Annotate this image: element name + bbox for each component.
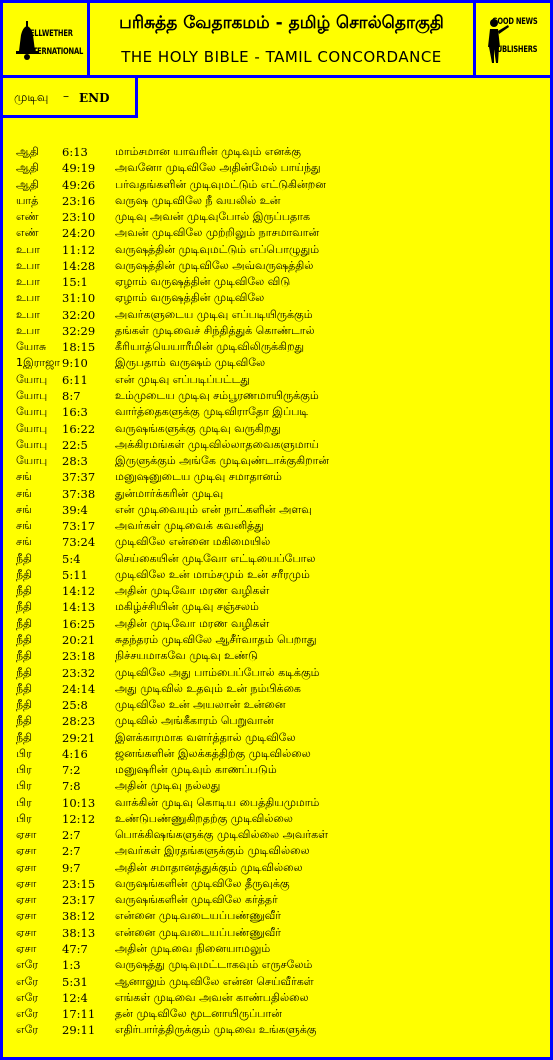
entry-book: உபா — [16, 291, 40, 305]
entry-reference: 23:32 — [62, 665, 96, 680]
entry-reference: 24:20 — [62, 226, 96, 241]
entry-reference: 12:12 — [62, 811, 96, 826]
entry-text: என்னை முடிவடையப்பண்ணுவீர் — [115, 925, 281, 939]
entry-text: இருளுக்கும் அங்கே முடிவுண்டாக்குகிறான் — [115, 454, 330, 468]
entry-text: தன் முடிவிலே மூடனாயிருப்பான் — [115, 1007, 282, 1021]
entry-book: நீதி — [16, 551, 33, 565]
entry-reference: 2:7 — [62, 828, 81, 843]
entry-reference: 9:7 — [62, 860, 81, 875]
entry-reference: 14:12 — [62, 584, 96, 599]
entry-reference: 1:3 — [62, 958, 81, 973]
entry-text: வருஷங்களுக்கு முடிவு வருகிறது — [115, 421, 281, 435]
entry-reference: 18:15 — [62, 340, 96, 355]
entry-book: ஏசா — [16, 860, 37, 874]
entry-book: ஏசா — [16, 828, 37, 842]
publisher-logo-left — [0, 0, 90, 78]
entry-text: மனுஷனுடைய முடிவு சமாதானம் — [115, 470, 282, 484]
entry-text: கீரியாத்யெயாரீமின் முடிவிலிருக்கிறது — [115, 340, 305, 354]
entry-reference: 22:5 — [62, 437, 88, 452]
entry-reference: 7:2 — [62, 763, 81, 778]
entry-text: இளக்காரமாக வளர்த்தால் முடிவிலே — [115, 730, 296, 744]
entry-text: அவன் முடிவிலே முற்றிலும் நாசமாவான் — [115, 226, 320, 240]
entry-reference: 32:20 — [62, 307, 96, 322]
entry-book: நீதி — [16, 681, 33, 695]
entry-book: எரே — [16, 1007, 39, 1021]
entry-text: மகிழ்ச்சியின் முடிவு சஞ்சலம் — [115, 600, 259, 614]
entry-reference: 23:18 — [62, 649, 96, 664]
entry-book: யாத் — [16, 193, 39, 207]
bell-icon — [11, 13, 77, 67]
entry-book: ஆதி — [16, 177, 39, 191]
entry-reference: 2:7 — [62, 844, 81, 859]
entry-text: என் முடிவையும் என் நாட்களின் அளவு — [115, 502, 312, 516]
entry-book: நீதி — [16, 616, 33, 630]
entry-book: நீதி — [16, 567, 33, 581]
entry-book: ஏசா — [16, 876, 37, 890]
entry-book: ஏசா — [16, 925, 37, 939]
entry-text: வருஷத்து முடிவுமட்டாகவும் எருசலேம் — [115, 958, 313, 972]
entry-book: எண் — [16, 210, 39, 224]
logo-right-line-2: PUBLISHERS — [492, 45, 538, 55]
entry-reference: 15:1 — [62, 275, 88, 290]
entry-text: ஆனாலும் முடிவிலே என்ன செய்வீர்கள் — [115, 974, 314, 988]
entry-text: அதின் முடிவோ மரண வழிகள் — [115, 584, 270, 598]
entry-reference: 37:37 — [62, 470, 96, 485]
entry-text: வருஷத்தின் முடிவுமட்டும் எப்பொழுதும் — [115, 242, 320, 256]
entry-reference: 16:22 — [62, 421, 96, 436]
entry-reference: 6:11 — [62, 372, 88, 387]
entry-text: நிச்சயமாகவே முடிவு உண்டு — [115, 649, 258, 663]
entry-text: என்னை முடிவடையப்பண்ணுவீர் — [115, 909, 281, 923]
entry-text: இருபதாம் வருஷம் முடிவிலே — [115, 356, 266, 370]
entry-book: பிர — [16, 763, 32, 777]
entry-book: நீதி — [16, 698, 33, 712]
entry-reference: 38:12 — [62, 909, 96, 924]
entry-book: சங் — [16, 470, 32, 484]
entry-reference: 23:16 — [62, 193, 96, 208]
entry-text: மனுஷரின் முடிவும் காணப்படும் — [115, 763, 277, 777]
entry-book: நீதி — [16, 714, 33, 728]
logo-left-line-1: BELLWETHER — [25, 29, 73, 39]
entry-reference: 4:16 — [62, 746, 88, 761]
entry-text: உண்டுபண்ணுகிறதற்கு முடிவில்லை — [115, 811, 293, 825]
entry-text: அதின் முடிவோ மரண வழிகள் — [115, 616, 270, 630]
entry-book: எரே — [16, 1023, 39, 1037]
entry-text: முடிவிலே அது பாம்பைப்போல் கடிக்கும் — [115, 665, 320, 679]
entry-book: ஏசா — [16, 893, 37, 907]
entry-book: எரே — [16, 958, 39, 972]
entry-reference: 24:14 — [62, 681, 96, 696]
entry-book: ஆதி — [16, 145, 39, 158]
entry-reference: 9:10 — [62, 356, 88, 371]
entry-text: வார்த்தைகளுக்கு முடிவிராதோ இப்படி — [115, 405, 309, 419]
entry-reference: 20:21 — [62, 632, 96, 647]
entry-text: வருஷத்தின் முடிவிலே அவ்வருஷத்தில் — [115, 258, 314, 272]
entry-reference: 16:3 — [62, 405, 88, 420]
entry-text: வருஷ முடிவிலே நீ வயலில் உன் — [115, 193, 281, 207]
entry-text: அதின் முடிவு நல்லது — [115, 779, 221, 793]
entry-book: ஆதி — [16, 161, 39, 175]
entry-text: அவர்கள் முடிவைக் கவனித்து — [115, 519, 264, 533]
publisher-logo-right — [473, 0, 553, 78]
entry-book: நீதி — [16, 600, 33, 614]
entry-book: சங் — [16, 535, 32, 549]
logo-left-line-2: INTERNATIONAL — [25, 47, 84, 57]
entry-text: என் முடிவு எப்படிப்பட்டது — [115, 372, 250, 386]
title-banner — [87, 0, 476, 78]
entry-reference: 28:3 — [62, 454, 88, 469]
entry-book: உபா — [16, 307, 40, 321]
entry-reference: 73:24 — [62, 535, 96, 550]
entry-book: எரே — [16, 990, 39, 1004]
entry-reference: 16:25 — [62, 616, 96, 631]
entry-text: அது முடிவில் உதவும் உன் நம்பிக்கை — [115, 681, 301, 695]
entry-text: அதின் முடிவை நினையாமலும் — [115, 942, 271, 956]
entry-reference: 12:4 — [62, 990, 88, 1005]
entry-book: ஏசா — [16, 844, 37, 858]
entry-reference: 47:7 — [62, 942, 88, 957]
entry-reference: 8:7 — [62, 388, 81, 403]
entry-reference: 7:8 — [62, 779, 81, 794]
entry-text: பொக்கிஷங்களுக்கு முடிவில்லை அவர்கள் — [115, 828, 329, 842]
entry-text: வருஷங்களின் முடிவிலே தீருவுக்கு — [115, 876, 290, 890]
entry-book: உபா — [16, 242, 40, 256]
entry-text: தங்கள் முடிவைச் சிந்தித்துக் கொண்டால் — [115, 323, 315, 337]
entry-reference: 23:17 — [62, 893, 96, 908]
headword-english: END — [79, 91, 110, 105]
entry-text: எங்கள் முடிவை அவன் காண்பதில்லை — [115, 990, 309, 1004]
entry-reference: 28:23 — [62, 714, 96, 729]
entry-book: நீதி — [16, 730, 33, 744]
entry-text: எதிர்பார்த்திருக்கும் முடிவை உங்களுக்கு — [115, 1023, 317, 1037]
entry-text: சுதந்தரம் முடிவிலே ஆசீர்வாதம் பெறாது — [115, 632, 317, 646]
entry-text: வாக்கின் முடிவு கொடிய பைத்தியமுமாம் — [115, 795, 320, 809]
entry-reference: 5:31 — [62, 974, 88, 989]
title-tamil: பரிசுத்த வேதாகமம் - தமிழ் சொல்தொகுதி — [119, 13, 444, 33]
entry-book: சங் — [16, 519, 32, 533]
entry-book: நீதி — [16, 632, 33, 646]
entry-book: 1இராஜா — [16, 356, 61, 370]
entry-book: பிர — [16, 779, 32, 793]
entry-text: மாம்சமான யாவரின் முடிவும் எனக்கு — [115, 145, 301, 158]
entry-reference: 10:13 — [62, 795, 96, 810]
entry-reference: 29:21 — [62, 730, 96, 745]
entry-reference: 6:13 — [62, 145, 88, 159]
entry-text: பர்வதங்களின் முடிவுமட்டும் எட்டுகின்றன — [115, 177, 326, 191]
entry-text: முடிவில் அங்கீகாரம் பெறுவான் — [115, 714, 274, 728]
entry-reference: 31:10 — [62, 291, 96, 306]
entry-book: உபா — [16, 323, 40, 337]
title-english: THE HOLY BIBLE - TAMIL CONCORDANCE — [121, 48, 442, 66]
entry-book: பிர — [16, 795, 32, 809]
entry-reference: 14:28 — [62, 258, 96, 273]
entry-book: பிர — [16, 746, 32, 760]
entry-reference: 38:13 — [62, 925, 96, 940]
entry-text: உம்முடைய முடிவு சம்பூரணமாயிருக்கும் — [115, 388, 319, 402]
entry-book: யோபு — [16, 454, 48, 468]
entry-reference: 25:8 — [62, 698, 88, 713]
entry-text: முடிவிலே உன் அயலான் உன்னை — [115, 698, 286, 712]
headword-box — [0, 75, 138, 118]
entry-text: துன்மார்க்கரின் முடிவு — [115, 486, 224, 500]
entry-text: அவனோ முடிவிலே அதின்மேல் பாய்ந்து — [115, 161, 321, 175]
entry-book: யோபு — [16, 405, 48, 419]
entry-text: முடிவு அவன் முடிவுபோல் இருப்பதாக — [115, 210, 310, 224]
entry-book: நீதி — [16, 584, 33, 598]
entry-book: யோபு — [16, 372, 48, 386]
entry-book: சங் — [16, 486, 32, 500]
entry-text: அவர்களுடைய முடிவு எப்படியிருக்கும் — [115, 307, 313, 321]
entry-book: சங் — [16, 502, 32, 516]
entry-text: வருஷங்களின் முடிவிலே கர்த்தர் — [115, 893, 278, 907]
entry-text: ஏழாம் வருஷத்தின் முடிவிலே — [115, 291, 265, 305]
entry-reference: 5:4 — [62, 551, 81, 566]
entry-reference: 23:15 — [62, 876, 96, 891]
entry-book: யோபு — [16, 388, 48, 402]
entry-book: யோசு — [16, 340, 47, 354]
entry-book: உபா — [16, 275, 40, 289]
entry-reference: 37:38 — [62, 486, 96, 501]
entry-book: எரே — [16, 974, 39, 988]
entry-reference: 39:4 — [62, 502, 88, 517]
entry-reference: 11:12 — [62, 242, 96, 257]
logo-right-line-1: GOOD NEWS — [492, 17, 538, 27]
entry-reference: 49:19 — [62, 161, 96, 176]
entry-text: முடிவிலே உன் மாம்சமும் உன் சரீரமும் — [115, 567, 310, 581]
entry-text: ஜனங்களின் இலக்கத்திற்கு முடிவில்லை — [115, 746, 311, 760]
entry-text: ஏழாம் வருஷத்தின் முடிவிலே விடு — [115, 275, 291, 289]
entry-reference: 73:17 — [62, 519, 96, 534]
entry-book: யோபு — [16, 437, 48, 451]
entry-book: உபா — [16, 258, 40, 272]
entry-book: நீதி — [16, 665, 33, 679]
entry-book: யோபு — [16, 421, 48, 435]
entry-reference: 23:10 — [62, 210, 96, 225]
entry-reference: 17:11 — [62, 1007, 96, 1022]
entry-reference: 14:13 — [62, 600, 96, 615]
entry-text: அவர்கள் இரதங்களுக்கும் முடிவில்லை — [115, 844, 310, 858]
entry-book: பிர — [16, 811, 32, 825]
entry-reference: 5:11 — [62, 567, 88, 582]
entry-text: செய்கையின் முடிவோ எட்டியைப்போல — [115, 551, 316, 565]
entry-book: எண் — [16, 226, 39, 240]
entry-text: அக்கிரமங்கள் முடிவில்லாதவைகளுமாய் — [115, 437, 319, 451]
headword-separator: – — [63, 89, 69, 103]
entry-book: நீதி — [16, 649, 33, 663]
headword-tamil: முடிவு — [14, 90, 49, 104]
entry-book: ஏசா — [16, 909, 37, 923]
entry-text: அதின் சமாதானத்துக்கும் முடிவில்லை — [115, 860, 303, 874]
entry-text: முடிவிலே என்னை மகிமையில் — [115, 535, 271, 549]
entry-book: ஏசா — [16, 942, 37, 956]
entry-reference: 29:11 — [62, 1023, 96, 1038]
entry-reference: 32:29 — [62, 323, 96, 338]
entry-reference: 49:26 — [62, 177, 96, 192]
